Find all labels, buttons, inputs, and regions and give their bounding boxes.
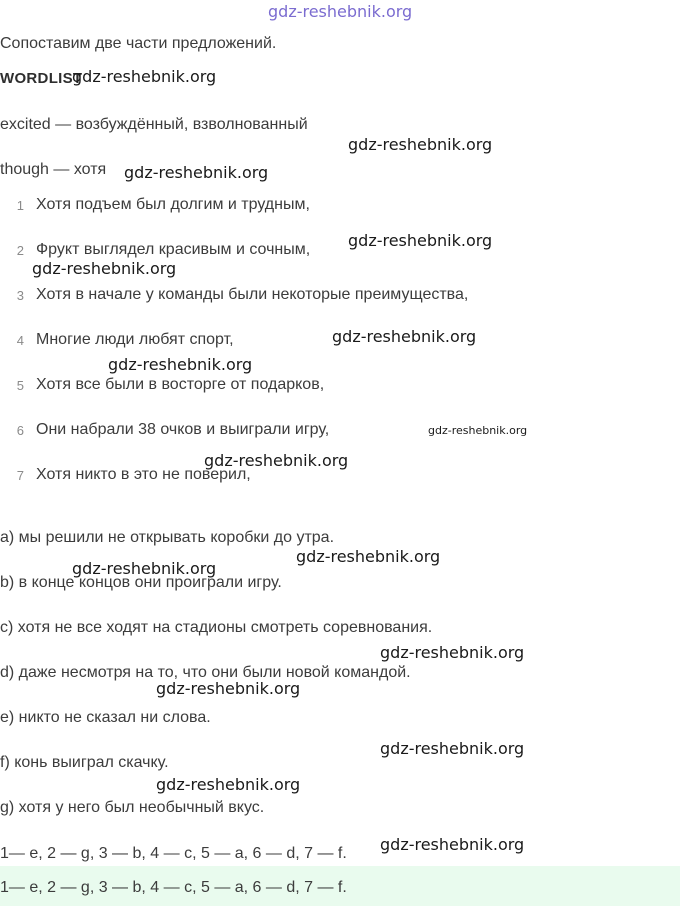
item-text: Они набрали 38 очков и выиграли игру, bbox=[36, 421, 330, 438]
item-number: 6 bbox=[16, 423, 24, 438]
ending-line: a) мы решили не открывать коробки до утра. bbox=[0, 529, 335, 546]
item-text: Хотя никто в это не поверил, bbox=[36, 466, 251, 483]
wordlist-entry: excited — возбуждённый, взволнованный bbox=[0, 116, 308, 133]
watermark: gdz-reshebnik.org bbox=[72, 67, 217, 86]
ending-line: g) хотя у него был необычный вкус. bbox=[0, 799, 265, 816]
watermark: gdz-reshebnik.org bbox=[204, 451, 349, 470]
answer-highlight-text: 1— e, 2 — g, 3 — b, 4 — c, 5 — a, 6 — d, 7 — f. bbox=[0, 879, 347, 896]
watermark: gdz-reshebnik.org bbox=[32, 259, 177, 278]
ending-line: b) в конце концов они проиграли игру. bbox=[0, 574, 282, 591]
item-number: 3 bbox=[16, 288, 24, 303]
watermark: gdz-reshebnik.org bbox=[156, 679, 301, 698]
watermark: gdz-reshebnik.org bbox=[156, 775, 301, 794]
item-text: Многие люди любят спорт, bbox=[36, 331, 234, 348]
item-number: 4 bbox=[16, 333, 24, 348]
item-number: 1 bbox=[16, 198, 24, 213]
watermark: gdz-reshebnik.org bbox=[348, 231, 493, 250]
watermark-top: gdz-reshebnik.org bbox=[268, 2, 413, 21]
ending-line: e) никто не сказал ни слова. bbox=[0, 709, 211, 726]
watermark: gdz-reshebnik.org bbox=[332, 327, 477, 346]
watermark: gdz-reshebnik.org bbox=[124, 163, 269, 182]
item-text: Хотя подъем был долгим и трудным, bbox=[36, 196, 310, 213]
watermark: gdz-reshebnik.org bbox=[296, 547, 441, 566]
watermark: gdz-reshebnik.org bbox=[380, 739, 525, 758]
item-number: 5 bbox=[16, 378, 24, 393]
item-number: 2 bbox=[16, 243, 24, 258]
watermark: gdz-reshebnik.org bbox=[348, 135, 493, 154]
watermark: gdz-reshebnik.org bbox=[72, 559, 217, 578]
watermark: gdz-reshebnik.org bbox=[380, 835, 525, 854]
item-number: 7 bbox=[16, 468, 24, 483]
item-text: Фрукт выглядел красивым и сочным, bbox=[36, 241, 311, 258]
ending-line: f) конь выиграл скачку. bbox=[0, 754, 169, 771]
watermark: gdz-reshebnik.org bbox=[428, 424, 528, 437]
item-text: Хотя все были в восторге от подарков, bbox=[36, 376, 325, 393]
answer-highlight-box bbox=[0, 866, 680, 906]
item-text: Хотя в начале у команды были некоторые преимущества, bbox=[36, 286, 469, 303]
answer-line: 1— e, 2 — g, 3 — b, 4 — c, 5 — a, 6 — d, 7 — f. bbox=[0, 845, 347, 862]
ending-line: d) даже несмотря на то, что они были новой командой. bbox=[0, 664, 411, 681]
watermark: gdz-reshebnik.org bbox=[108, 355, 253, 374]
ending-line: c) хотя не все ходят на стадионы смотреть соревнования. bbox=[0, 619, 433, 636]
instruction-text: Сопоставим две части предложений. bbox=[0, 35, 277, 52]
watermark: gdz-reshebnik.org bbox=[380, 643, 525, 662]
wordlist-heading: WORDLIST bbox=[0, 70, 83, 87]
wordlist-entry: though — хотя bbox=[0, 161, 107, 178]
